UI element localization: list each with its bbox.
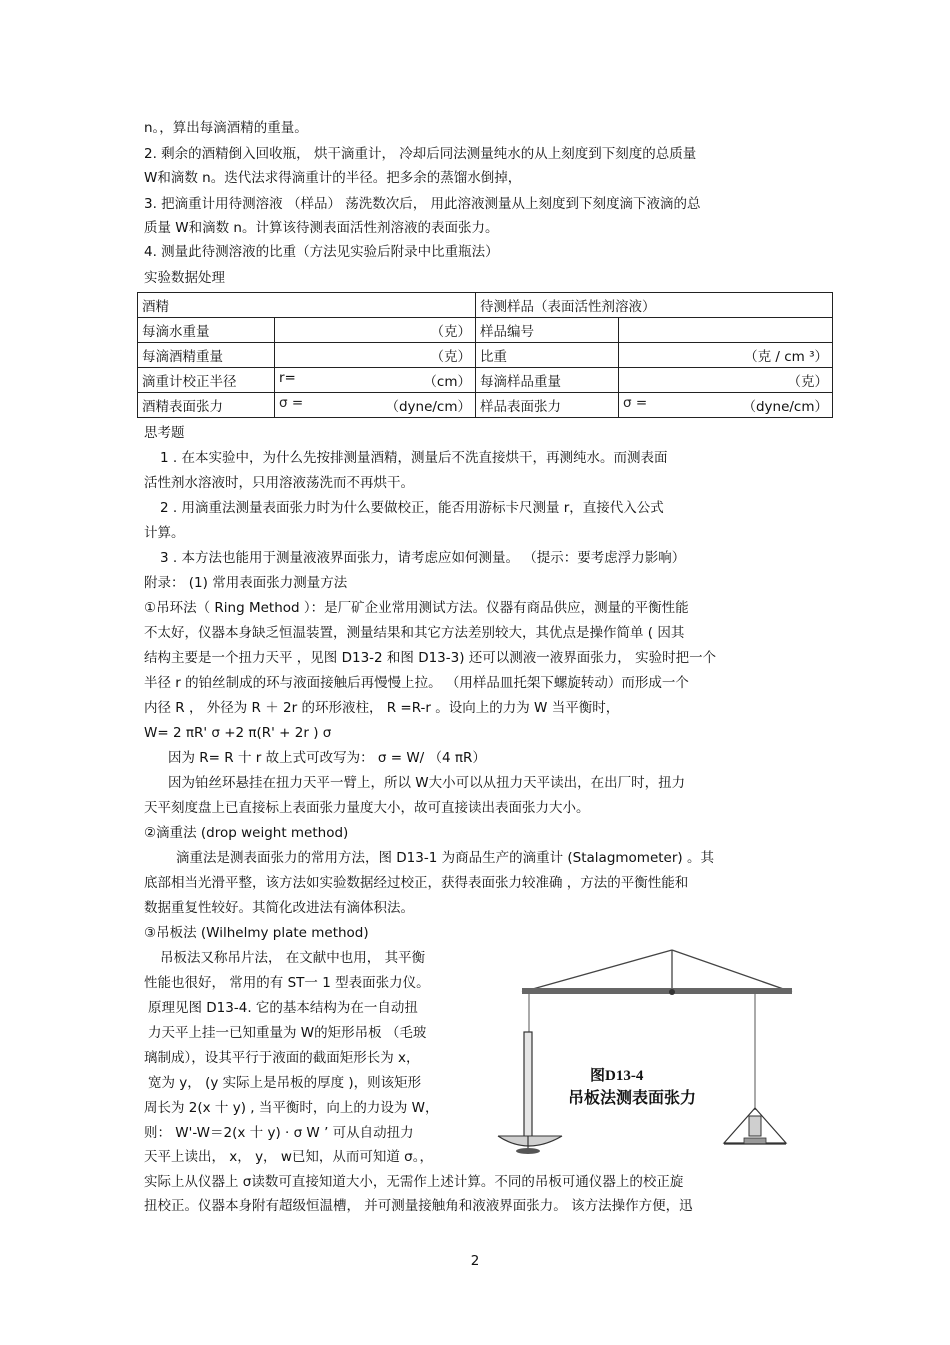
text-line: 扭校正。仪器本身附有超级恒温槽， 并可测量接触角和液液界面张力。 该方法操作方便，迅 <box>144 1198 693 1214</box>
cell-prefix: σ = <box>279 395 304 411</box>
cell-label: 样品表面张力 <box>476 393 619 418</box>
cell-unit: （dyne/cm） <box>742 399 828 415</box>
data-table <box>137 292 833 418</box>
text-line: 2 . 用滴重法测量表面张力时为什么要做校正，能否用游标卡尺测量 r，直接代入公式 <box>160 500 664 516</box>
text-line: 天平刻度盘上已直接标上表面张力量度大小，故可直接读出表面张力大小。 <box>144 800 590 816</box>
table-header-sample: 待测样品（表面活性剂溶液） <box>476 293 833 318</box>
text-line: 底部相当光滑平整，该方法如实验数据经过校正，获得表面张力较准确 ，方法的平衡性能和 <box>144 875 689 891</box>
cell-prefix: r= <box>279 370 296 386</box>
cell-prefix: σ = <box>623 395 648 411</box>
text-line: 不太好，仪器本身缺乏恒温装置，测量结果和其它方法差别较大，其优点是操作简单 ( 因其 <box>144 625 685 641</box>
cell-label: 酒精表面张力 <box>138 393 275 418</box>
text-line: 数据重复性较好。其简化改进法有滴体积法。 <box>144 900 414 916</box>
text-line: 结构主要是一个扭力天平 ，见图 D13-2 和图 D13-3) 还可以测液一液界面张力， 实验时把一个 <box>144 650 717 666</box>
cell-label: 每滴水重量 <box>138 318 275 343</box>
cell-unit: （克 / cm ³） <box>619 343 833 368</box>
cell-label: 滴重计校正半径 <box>138 368 275 393</box>
text-line: 宽为 y， (y 实际上是吊板的厚度 )，则该矩形 <box>148 1075 422 1091</box>
text-line: ①吊环法（ Ring Method ）：是厂矿企业常用测试方法。仪器有商品供应，测量的平衡性能 <box>144 600 689 616</box>
cell-unit: （克） <box>275 343 476 368</box>
cell-unit: （克） <box>275 318 476 343</box>
section-heading: 思考题 <box>144 425 185 441</box>
text-line: 性能也很好， 常用的有 ST一 1 型表面张力仪。 <box>144 975 430 991</box>
cell-label: 每滴样品重量 <box>476 368 619 393</box>
table-header-alcohol: 酒精 <box>138 293 476 318</box>
text-line: 1 . 在本实验中，为什么先按排测量酒精，测量后不洗直接烘干，再测纯水。而测表面 <box>160 450 668 466</box>
text-line: 吊板法又称吊片法， 在文献中也用， 其平衡 <box>160 950 426 966</box>
table-row <box>138 393 833 418</box>
cell-value <box>619 393 833 418</box>
text-line: 附录： (1) 常用表面张力测量方法 <box>144 575 348 591</box>
cell-label: 比重 <box>476 343 619 368</box>
text-line: 滴重法是测表面张力的常用方法，图 D13-1 为商品生产的滴重计 (Stalagmometer) 。其 <box>176 850 714 866</box>
text-line: ②滴重法 (drop weight method) <box>144 825 349 841</box>
table-row <box>138 343 833 368</box>
table-row <box>138 318 833 343</box>
text-line: 则： W'-W＝2(x 十 y) · σ W ’ 可从自动扭力 <box>144 1125 414 1141</box>
cell-unit: （dyne/cm） <box>385 399 471 415</box>
text-line: 因为铂丝环悬挂在扭力天平一臂上，所以 W大小可以从扭力天平读出，在出厂时，扭力 <box>168 775 686 791</box>
text-line: 璃制成），设其平行于液面的截面矩形长为 x， <box>144 1050 420 1066</box>
page-number: 2 <box>470 1253 480 1269</box>
text-line: 周长为 2(x 十 y) , 当平衡时，向上的力设为 W， <box>144 1100 439 1116</box>
table-header-row <box>138 293 833 318</box>
text-line: ③吊板法 (Wilhelmy plate method) <box>144 925 369 941</box>
text-line: n。，算出每滴酒精的重量。 <box>144 120 308 136</box>
cell-value <box>275 368 476 393</box>
text-line: 力天平上挂一已知重量为 W的矩形吊板 （毛玻 <box>148 1025 427 1041</box>
cell-label: 每滴酒精重量 <box>138 343 275 368</box>
cell-unit: （克） <box>619 368 833 393</box>
cell-unit <box>619 318 833 343</box>
cell-label: 样品编号 <box>476 318 619 343</box>
text-line: 3 . 本方法也能用于测量液液界面张力，请考虑应如何测量。 （提示：要考虑浮力影响） <box>160 550 686 566</box>
section-heading: 实验数据处理 <box>144 270 225 286</box>
text-line: 计算。 <box>144 525 185 541</box>
text-line: 质量 W和滴数 n。计算该待测表面活性剂溶液的表面张力。 <box>144 220 499 236</box>
text-line: 3. 把滴重计用待测溶液 （样品） 荡洗数次后， 用此溶液测量从上刻度到下刻度滴下液滴的总 <box>144 196 701 212</box>
figure-caption: 吊板法测表面张力 <box>568 1088 697 1107</box>
formula-line: 因为 R= R 十 r 故上式可改写为： σ = W/ （4 πR） <box>168 750 486 766</box>
text-line: 4. 测量此待测溶液的比重（方法见实验后附录中比重瓶法） <box>144 244 499 260</box>
formula-line: W= 2 πR' σ +2 π(R' + 2r ) σ <box>144 725 332 741</box>
table-row <box>138 368 833 393</box>
text-line: 2. 剩余的酒精倒入回收瓶， 烘干滴重计， 冷却后同法测量纯水的从上刻度到下刻度的总质量 <box>144 146 697 162</box>
text-line: 半径 r 的铂丝制成的环与液面接触后再慢慢上拉。 （用样品皿托架下螺旋转动）而形成一个 <box>144 675 689 691</box>
text-line: 实际上从仪器上 σ读数可直接知道大小，无需作上述计算。不同的吊板可通仪器上的校正旋 <box>144 1174 684 1190</box>
cell-unit: （cm） <box>423 374 471 390</box>
text-line: W和滴数 n。迭代法求得滴重计的半径。把多余的蒸馏水倒掉， <box>144 170 522 186</box>
wilhelmy-plate-figure <box>492 940 806 1166</box>
text-line: 天平上读出， x， y， w已知，从而可知道 σ。， <box>144 1149 433 1165</box>
text-line: 原理见图 D13-4. 它的基本结构为在一自动扭 <box>148 1000 418 1016</box>
text-line: 内径 R ， 外径为 R ＋ 2r 的环形液柱， R =R-r 。设向上的力为 W 当平衡时， <box>144 700 620 716</box>
figure-title: 图D13-4 <box>590 1068 644 1084</box>
cell-value <box>275 393 476 418</box>
text-line: 活性剂水溶液时，只用溶液荡洗而不再烘干。 <box>144 475 414 491</box>
